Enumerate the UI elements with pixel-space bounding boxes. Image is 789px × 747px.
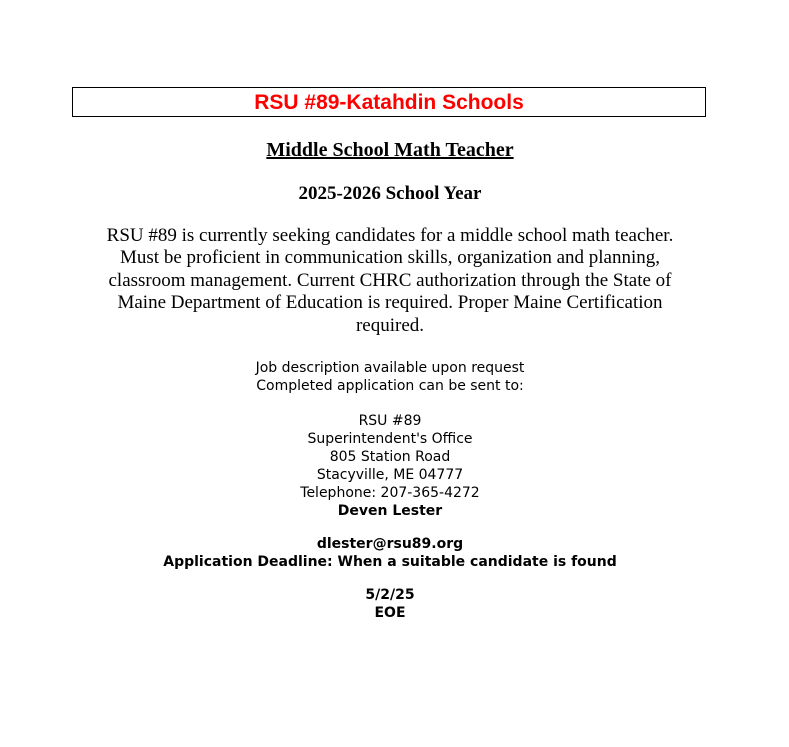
org-title-box [72,87,706,117]
send-to-note: Completed application can be sent to: [256,377,524,394]
email-deadline-block [0,536,780,572]
contact-email: dlester@rsu89.org [316,536,464,552]
application-info [0,360,780,396]
contact-city-state-zip: Stacyville, ME 04777 [316,466,464,483]
contact-org: RSU #89 [358,413,422,429]
description-line: Maine Department of Education is required. Proper Maine Certification [117,292,663,314]
contact-street: 805 Station Road [329,448,451,465]
contact-name: Deven Lester [337,502,443,519]
job-title: Middle School Math Teacher [266,139,514,161]
description-line: classroom management. Current CHRC authorization through the State of [108,269,672,291]
description-line: RSU #89 is currently seeking candidates for a middle school math teacher. [106,225,674,246]
description-line: Must be proficient in communication skills, organization and planning, [120,247,660,269]
application-deadline: Application Deadline: When a suitable candidate is found [163,553,617,570]
contact-office: Superintendent's Office [307,430,473,447]
description-line: required. [355,314,425,336]
date-eoe-block [0,587,780,623]
eoe-label: EOE [374,604,406,621]
job-description [78,225,702,337]
contact-telephone: Telephone: 207-365-4272 [300,484,480,501]
org-title: RSU #89-Katahdin Schools [254,90,524,114]
contact-address [0,413,780,520]
posted-date: 5/2/25 [365,587,415,603]
school-year: 2025-2026 School Year [298,183,482,204]
job-description-note: Job description available upon request [255,360,525,376]
